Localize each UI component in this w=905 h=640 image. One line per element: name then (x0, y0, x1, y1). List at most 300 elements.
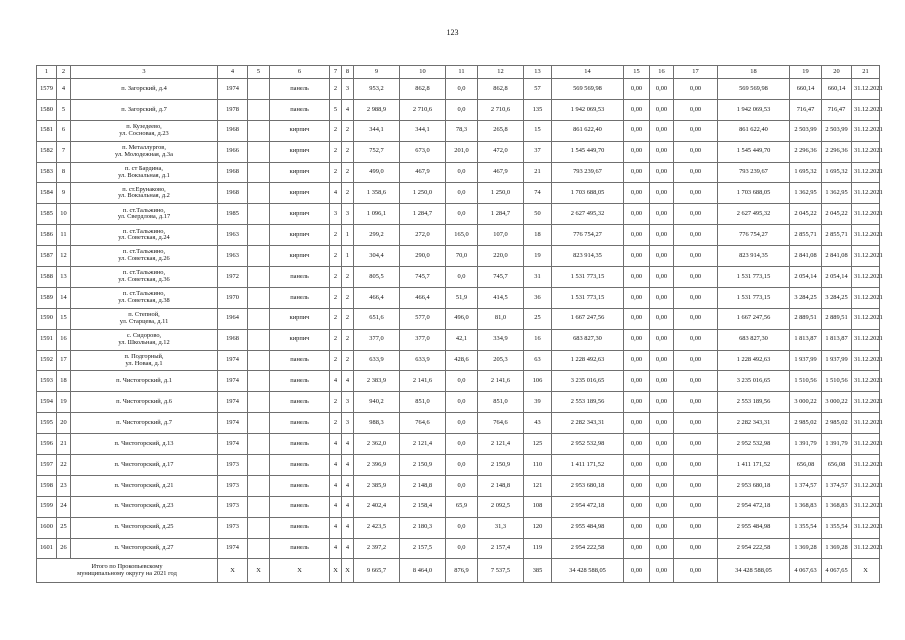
table-cell: 2 954 222,58 (552, 538, 624, 559)
table-cell: 5 (57, 99, 71, 120)
address-line: п. Чистогорский, д.7 (116, 418, 172, 426)
table-cell: 0,00 (624, 392, 650, 413)
table-cell: 1973 (218, 496, 248, 517)
table-cell: 31.12.2021 (852, 434, 880, 455)
table-cell: 1 510,56 (790, 371, 822, 392)
table-cell: 2 953 680,18 (552, 475, 624, 496)
table-cell: 0,00 (650, 392, 674, 413)
table-cell: 31.12.2021 (852, 79, 880, 100)
address-line: п. Металлургов, (122, 144, 166, 152)
table-cell: 377,0 (354, 329, 400, 350)
table-row (37, 162, 880, 183)
table-cell: 0,00 (674, 496, 718, 517)
table-row (37, 371, 880, 392)
table-cell: 716,47 (790, 99, 822, 120)
table-cell: 764,6 (478, 413, 524, 434)
table-cell: кирпич (270, 162, 330, 183)
table-cell: 265,8 (478, 120, 524, 141)
table-cell (248, 246, 270, 267)
table-cell: 334,9 (478, 329, 524, 350)
table-cell: 0,00 (650, 162, 674, 183)
table-cell: 125 (524, 434, 552, 455)
table-cell: 1974 (218, 413, 248, 434)
table-cell: 1974 (218, 434, 248, 455)
table-cell: 2 952 532,98 (552, 434, 624, 455)
table-cell: 2 282 343,31 (552, 413, 624, 434)
table-cell: 16 (524, 329, 552, 350)
table-cell: 2 (330, 79, 342, 100)
table-cell: 0,00 (624, 350, 650, 371)
table-cell: 1 703 688,05 (552, 183, 624, 204)
table-cell: 2 553 189,56 (552, 392, 624, 413)
table-row (37, 455, 880, 476)
table-cell: 683 827,30 (552, 329, 624, 350)
table-cell: 31.12.2021 (852, 308, 880, 329)
table-cell: 272,0 (400, 225, 446, 246)
table-cell: 3 (342, 413, 354, 434)
table-cell: 74 (524, 183, 552, 204)
table-cell: панель (270, 455, 330, 476)
table-cell: 1 531 773,15 (552, 267, 624, 288)
table-cell: 0,00 (650, 329, 674, 350)
address-cell (71, 204, 218, 225)
table-cell: 499,0 (354, 162, 400, 183)
table-cell: 0,00 (674, 392, 718, 413)
table-cell: 467,9 (478, 162, 524, 183)
table-cell: 1 695,32 (822, 162, 852, 183)
table-cell: 940,2 (354, 392, 400, 413)
address-cell (71, 225, 218, 246)
table-cell: 51,9 (446, 287, 478, 308)
table-cell: 2 383,9 (354, 371, 400, 392)
column-header: 8 (342, 66, 354, 79)
table-cell: 466,4 (354, 287, 400, 308)
table-cell: 1963 (218, 246, 248, 267)
table-cell: 2 150,9 (478, 455, 524, 476)
table-cell: 862,8 (400, 79, 446, 100)
address-cell (71, 350, 218, 371)
table-cell (248, 267, 270, 288)
table-cell: 1 391,79 (822, 434, 852, 455)
table-cell: 1595 (37, 413, 57, 434)
table-cell: 0,00 (624, 141, 650, 162)
table-cell: 2 (330, 329, 342, 350)
table-cell: 1 391,79 (790, 434, 822, 455)
table-cell: 1599 (37, 496, 57, 517)
table-cell: 18 (524, 225, 552, 246)
table-cell: 0,00 (674, 350, 718, 371)
table-cell (248, 225, 270, 246)
table-cell: 776 754,27 (552, 225, 624, 246)
column-header: 5 (248, 66, 270, 79)
table-cell (248, 350, 270, 371)
address-line: п. Чистогорский, д.1 (116, 377, 172, 385)
table-cell: 1 358,6 (354, 183, 400, 204)
table-cell: 0,00 (674, 287, 718, 308)
table-cell: 31.12.2021 (852, 392, 880, 413)
table-cell (248, 141, 270, 162)
total-cell: X (852, 559, 880, 583)
table-cell: 0,00 (650, 79, 674, 100)
table-cell: 1 369,28 (790, 538, 822, 559)
table-cell: 18 (57, 371, 71, 392)
table-cell: 25 (524, 308, 552, 329)
table-cell: 1 369,28 (822, 538, 852, 559)
table-cell: 1 096,1 (354, 204, 400, 225)
table-cell: 4 (342, 475, 354, 496)
table-cell: 1963 (218, 225, 248, 246)
table-cell: 0,00 (650, 141, 674, 162)
table-cell: 0,00 (624, 162, 650, 183)
table-cell: 0,00 (624, 455, 650, 476)
table-cell: 0,00 (624, 225, 650, 246)
table-cell: 0,00 (650, 455, 674, 476)
table-cell: 823 914,35 (718, 246, 790, 267)
table-row (37, 204, 880, 225)
address-line: п. ст Бардина, (125, 164, 163, 172)
table-cell: 428,6 (446, 350, 478, 371)
table-cell: кирпич (270, 120, 330, 141)
table-cell: 290,0 (400, 246, 446, 267)
table-cell: 2 953 680,18 (718, 475, 790, 496)
table-cell: 0,00 (624, 475, 650, 496)
table-cell: 1 703 688,05 (718, 183, 790, 204)
table-cell (248, 475, 270, 496)
address-cell (71, 287, 218, 308)
table-row (37, 267, 880, 288)
table-cell: 299,2 (354, 225, 400, 246)
table-cell: 1968 (218, 329, 248, 350)
table-cell: 0,00 (650, 246, 674, 267)
table-cell: 4 (330, 496, 342, 517)
table-cell: 2 296,36 (822, 141, 852, 162)
address-line: ул. Советская, д.36 (118, 275, 170, 283)
table-cell: 1 368,83 (790, 496, 822, 517)
table-cell: 0,00 (624, 204, 650, 225)
address-cell (71, 371, 218, 392)
table-cell: панель (270, 434, 330, 455)
table-cell: 1 (342, 246, 354, 267)
table-cell: 2 985,02 (790, 413, 822, 434)
table-cell: 1 545 449,70 (718, 141, 790, 162)
table-cell: 0,00 (624, 183, 650, 204)
total-cell: 0,00 (674, 559, 718, 583)
table-cell: 988,3 (354, 413, 400, 434)
table-cell: 569 569,98 (552, 79, 624, 100)
table-cell: 1 374,57 (790, 475, 822, 496)
table-cell: 108 (524, 496, 552, 517)
table-cell: 2 045,22 (822, 204, 852, 225)
table-cell: панель (270, 99, 330, 120)
table-cell: 0,0 (446, 371, 478, 392)
table-cell (248, 183, 270, 204)
total-label-line: муниципальному округу на 2021 год (77, 569, 177, 577)
table-cell: 2 988,9 (354, 99, 400, 120)
table-cell: 0,00 (650, 183, 674, 204)
table-cell: 660,14 (822, 79, 852, 100)
table-cell: 201,0 (446, 141, 478, 162)
table-cell: 2 710,6 (478, 99, 524, 120)
table-cell: 2 503,99 (822, 120, 852, 141)
table-cell: 0,00 (624, 434, 650, 455)
table-cell: панель (270, 287, 330, 308)
table-cell: 2 889,51 (790, 308, 822, 329)
table-cell: 1593 (37, 371, 57, 392)
table-cell: 683 827,30 (718, 329, 790, 350)
total-cell: 34 428 588,05 (718, 559, 790, 583)
table-cell: панель (270, 371, 330, 392)
table-cell: 1 411 171,52 (718, 455, 790, 476)
table-cell: 31.12.2021 (852, 141, 880, 162)
table-cell: 1596 (37, 434, 57, 455)
table-cell: 5 (330, 99, 342, 120)
address-cell (71, 308, 218, 329)
table-cell: 2 (342, 183, 354, 204)
table-cell: 8 (57, 162, 71, 183)
table-cell: панель (270, 496, 330, 517)
table-cell: 31.12.2021 (852, 538, 880, 559)
table-cell: 1 368,83 (822, 496, 852, 517)
table-cell: 2 954 472,18 (552, 496, 624, 517)
table-cell: 43 (524, 413, 552, 434)
table-cell: 0,00 (674, 413, 718, 434)
total-cell: X (218, 559, 248, 583)
table-cell: 0,00 (650, 99, 674, 120)
table-cell: 2 397,2 (354, 538, 400, 559)
table-cell: 1 250,0 (400, 183, 446, 204)
table-cell: 6 (57, 120, 71, 141)
table-cell: 0,0 (446, 162, 478, 183)
column-header: 2 (57, 66, 71, 79)
table-cell: 2 148,8 (400, 475, 446, 496)
table-cell: 0,00 (674, 120, 718, 141)
table-cell: 1580 (37, 99, 57, 120)
table-cell (248, 287, 270, 308)
table-cell: 0,00 (624, 496, 650, 517)
table-cell: 19 (57, 392, 71, 413)
table-cell: 496,0 (446, 308, 478, 329)
table-cell: 119 (524, 538, 552, 559)
table-cell: 1 510,56 (822, 371, 852, 392)
address-line: п. ст.Тальжино, (122, 269, 166, 277)
table-cell: 39 (524, 392, 552, 413)
table-cell: 1582 (37, 141, 57, 162)
table-cell: 467,9 (400, 162, 446, 183)
address-line: п. Чистогорский, д.21 (114, 481, 174, 489)
table-row (37, 392, 880, 413)
table-cell (248, 517, 270, 538)
table-cell: 1 531 773,15 (718, 287, 790, 308)
table-cell: 4 (330, 455, 342, 476)
table-cell: 0,0 (446, 79, 478, 100)
table-cell: 0,00 (624, 267, 650, 288)
address-cell (71, 267, 218, 288)
table-cell: 1597 (37, 455, 57, 476)
table-cell: 3 000,22 (790, 392, 822, 413)
table-cell: 577,0 (400, 308, 446, 329)
table-cell: 31.12.2021 (852, 371, 880, 392)
table-cell: 633,9 (354, 350, 400, 371)
table-cell (248, 99, 270, 120)
table-cell: 0,0 (446, 183, 478, 204)
table-cell: 15 (524, 120, 552, 141)
table-cell: 2 402,4 (354, 496, 400, 517)
table-cell: 633,9 (400, 350, 446, 371)
address-cell (71, 455, 218, 476)
table-cell: 9 (57, 183, 71, 204)
address-cell (71, 99, 218, 120)
table-cell: 2 141,6 (400, 371, 446, 392)
column-header: 19 (790, 66, 822, 79)
table-cell: 953,2 (354, 79, 400, 100)
table-cell: кирпич (270, 246, 330, 267)
table-cell: 31.12.2021 (852, 350, 880, 371)
table-row (37, 99, 880, 120)
table-cell (248, 308, 270, 329)
table-cell: 63 (524, 350, 552, 371)
table-cell: 0,00 (624, 413, 650, 434)
table-cell: 2 362,0 (354, 434, 400, 455)
table-cell: 2 157,4 (478, 538, 524, 559)
table-cell: 2 141,6 (478, 371, 524, 392)
table-cell: 1 (342, 225, 354, 246)
total-cell: 8 464,0 (400, 559, 446, 583)
table-cell: 2 148,8 (478, 475, 524, 496)
table-cell (248, 538, 270, 559)
table-cell: 4 (342, 99, 354, 120)
table-cell: 22 (57, 455, 71, 476)
table-cell: 2 (330, 141, 342, 162)
table-cell: 0,00 (674, 99, 718, 120)
table-cell: 1 374,57 (822, 475, 852, 496)
table-cell: 1583 (37, 162, 57, 183)
table-cell: 0,00 (650, 475, 674, 496)
table-cell: 165,0 (446, 225, 478, 246)
table-cell: 4 (342, 455, 354, 476)
table-cell: 1601 (37, 538, 57, 559)
total-cell: 385 (524, 559, 552, 583)
table-cell: 851,0 (400, 392, 446, 413)
total-label-line: Итого по Прокопьевскому (91, 563, 163, 571)
table-cell: 1964 (218, 308, 248, 329)
table-cell: 0,00 (624, 371, 650, 392)
table-cell: 3 284,25 (822, 287, 852, 308)
table-cell: 0,00 (674, 455, 718, 476)
table-cell: 2 (330, 413, 342, 434)
table-cell: 15 (57, 308, 71, 329)
table-cell: 1 531 773,15 (718, 267, 790, 288)
table-cell: панель (270, 79, 330, 100)
address-cell (71, 162, 218, 183)
table-cell: 1968 (218, 120, 248, 141)
table-cell: 1591 (37, 329, 57, 350)
table-cell: 31.12.2021 (852, 267, 880, 288)
address-line: п. Чистогорский, д.23 (114, 502, 174, 510)
table-cell: 31.12.2021 (852, 246, 880, 267)
table-cell: 2 (330, 350, 342, 371)
table-cell: 31.12.2021 (852, 225, 880, 246)
table-cell: 31.12.2021 (852, 329, 880, 350)
table-cell: панель (270, 538, 330, 559)
table-cell: 1 942 069,53 (718, 99, 790, 120)
table-cell: 0,00 (624, 79, 650, 100)
table-cell: 716,47 (822, 99, 852, 120)
table-cell: 81,0 (478, 308, 524, 329)
table-cell: 805,5 (354, 267, 400, 288)
table-cell: 2 952 532,98 (718, 434, 790, 455)
table-cell: 344,1 (354, 120, 400, 141)
table-cell: 3 (330, 204, 342, 225)
address-line: п. ст.Тальжино, (122, 248, 166, 256)
address-line: ул. Школьная, д.12 (118, 338, 170, 346)
table-cell: 31.12.2021 (852, 413, 880, 434)
table-cell: 745,7 (478, 267, 524, 288)
column-header: 9 (354, 66, 400, 79)
table-cell: 31.12.2021 (852, 496, 880, 517)
table-cell: 42,1 (446, 329, 478, 350)
table-cell: 0,00 (650, 538, 674, 559)
table-cell: 752,7 (354, 141, 400, 162)
table-cell: 1973 (218, 455, 248, 476)
table-cell: 31.12.2021 (852, 99, 880, 120)
table-cell: 2 385,9 (354, 475, 400, 496)
table-cell: 2 282 343,31 (718, 413, 790, 434)
table-row (37, 308, 880, 329)
table-cell: 12 (57, 246, 71, 267)
table-cell: 0,00 (674, 246, 718, 267)
table-cell: 0,0 (446, 517, 478, 538)
table-cell: 31.12.2021 (852, 455, 880, 476)
address-cell (71, 434, 218, 455)
table-cell: 861 622,40 (552, 120, 624, 141)
address-line: п. Загорский, д.4 (121, 84, 167, 92)
table-cell: 851,0 (478, 392, 524, 413)
address-line: ул. Молодежная, д.3а (115, 150, 173, 158)
table-cell: 14 (57, 287, 71, 308)
table-cell: 2 553 189,56 (718, 392, 790, 413)
table-cell: 1966 (218, 141, 248, 162)
column-header: 14 (552, 66, 624, 79)
table-cell: 2 841,08 (822, 246, 852, 267)
table-cell (248, 392, 270, 413)
total-cell: X (342, 559, 354, 583)
table-cell: 793 239,67 (718, 162, 790, 183)
address-cell (71, 392, 218, 413)
table-cell: 660,14 (790, 79, 822, 100)
table-cell: 7 (57, 141, 71, 162)
table-cell: 0,00 (650, 308, 674, 329)
table-cell: 0,00 (674, 308, 718, 329)
table-cell: 0,00 (650, 434, 674, 455)
table-cell: 861 622,40 (718, 120, 790, 141)
table-cell: 2 (330, 246, 342, 267)
table-cell: 110 (524, 455, 552, 476)
table-row (37, 517, 880, 538)
table-cell: 1584 (37, 183, 57, 204)
table-cell: 4 (342, 434, 354, 455)
address-line: ул. Вокзальная, д.1 (118, 171, 170, 179)
address-line: п. Чистогорский, д.17 (114, 460, 174, 468)
table-cell: 3 000,22 (822, 392, 852, 413)
table-cell: 3 (342, 392, 354, 413)
table-cell: 2 855,71 (790, 225, 822, 246)
table-cell: 20 (57, 413, 71, 434)
table-cell: 13 (57, 267, 71, 288)
address-line: п. Чистогорский, д.13 (114, 439, 174, 447)
table-cell: 11 (57, 225, 71, 246)
table-cell: кирпич (270, 204, 330, 225)
table-cell: 1588 (37, 267, 57, 288)
